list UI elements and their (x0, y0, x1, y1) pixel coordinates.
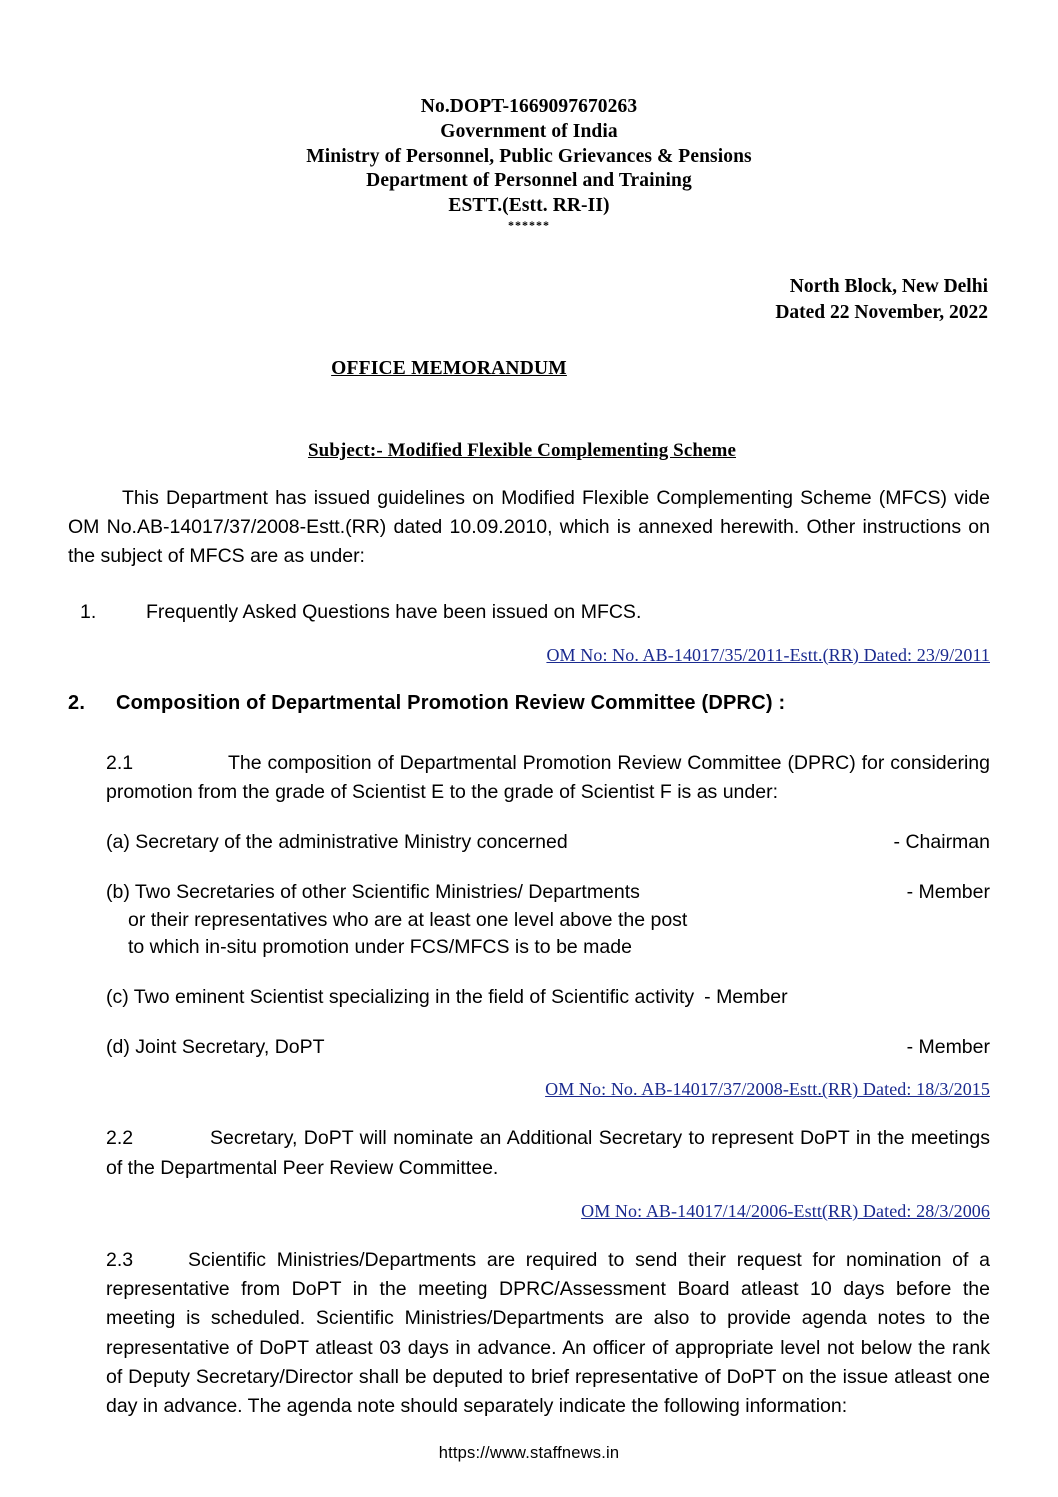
list-item (68, 984, 990, 1012)
subject-line (68, 440, 990, 462)
clause-2-number: 2. (68, 691, 86, 714)
member-a-role: - Chairman (893, 831, 990, 854)
clause-2-heading: Composition of Departmental Promotion Review Committee (DPRC) : (116, 691, 786, 714)
member-d-role: - Member (906, 1035, 990, 1058)
clause-2-1-text: The composition of Departmental Promotion Review Committee (DPRC) for considering promotion from the grade of Scientist E to the grade of Scientist F is as under: (106, 751, 990, 804)
clause-2-2 (68, 1124, 990, 1183)
member-b-continuation-2: to which in-situ promotion under FCS/MFCS is to be made (128, 936, 632, 959)
member-c-role: - Member (704, 986, 788, 1009)
list-item (68, 1034, 990, 1062)
list-item (68, 829, 990, 857)
page-title (68, 358, 990, 380)
clause-2 (68, 692, 990, 715)
clause-2-3-number: 2.3 (106, 1248, 134, 1271)
page-footer: https://www.staffnews.in (438, 1444, 620, 1462)
clause-1-reference-text: OM No: No. AB-14017/35/2011-Estt.(RR) Dated: 23/9/2011 (546, 644, 990, 665)
member-c-label: (c) Two eminent Scientist specializing in the field of Scientific activity (106, 986, 695, 1009)
clause-1-reference (68, 645, 990, 666)
clause-2-1 (68, 749, 990, 808)
clause-2-1-reference (68, 1079, 990, 1100)
member-b-role: - Member (906, 880, 990, 903)
clause-2-2-number: 2.2 (106, 1127, 134, 1150)
letterhead (68, 95, 990, 232)
ministry-line: Ministry of Personnel, Public Grievances & Pensions (306, 145, 752, 167)
clause-2-2-text: Secretary, DoPT will nominate an Additional Secretary to represent DoPT in the meetings of the Departmental Peer Review Committee. (106, 1127, 990, 1179)
file-number: No.DOPT-1669097670263 (420, 96, 638, 117)
clause-2-3-text: Scientific Ministries/Departments are required to send their request for nomination of a representative from DoPT in the meeting DPRC/Assessment Board atleast 10 days before the meeting is scheduled. Scientific Ministries/Departments are also to provide agenda notes to the representative of DoPT atleast 03 days in advance. An officer of appropriate level not below the rank of Deputy Secretary/Director shall be deputed to brief representative of DoPT on the issue atleast one day in advance. The agenda note should separately indicate the following information: (106, 1248, 990, 1418)
member-a-label: (a) Secretary of the administrative Ministry concerned (106, 831, 568, 854)
subject-text: Subject:- Modified Flexible Complementing Scheme (307, 439, 737, 461)
clause-2-3 (68, 1246, 990, 1422)
intro-paragraph: This Department has issued guidelines on Modified Flexible Complementing Scheme (MFCS) vide OM No.AB-14017/37/2008-Estt.(RR) dated 10.09.2010, which is annexed herewith. Other instructions on the subject of MFCS are as under: (68, 486, 990, 568)
issue-location: North Block, New Delhi (789, 275, 988, 297)
member-b-continuation-1: or their representatives who are at least one level above the post (128, 908, 688, 931)
department-line: Department of Personnel and Training (366, 170, 692, 192)
om-title-text: OFFICE MEMORANDUM (331, 357, 567, 379)
star-divider: ****** (508, 217, 550, 232)
clause-2-2-reference-text: OM No: AB-14017/14/2006-Estt(RR) Dated: 28/3/2006 (581, 1200, 990, 1221)
clause-1-text: Frequently Asked Questions have been issued on MFCS. (146, 600, 642, 623)
clause-2-1-number: 2.1 (106, 751, 134, 774)
issue-date: Dated 22 November, 2022 (775, 301, 988, 323)
member-b-label: (b) Two Secretaries of other Scientific Ministries/ Departments (106, 880, 640, 903)
member-d-label: (d) Joint Secretary, DoPT (106, 1035, 325, 1058)
government-line: Government of India (440, 120, 618, 142)
section-line: ESTT.(Estt. RR-II) (448, 195, 610, 216)
clause-1-number: 1. (80, 600, 97, 623)
place-date-block (68, 274, 990, 326)
clause-2-2-reference (68, 1201, 990, 1222)
list-item (68, 879, 990, 962)
clause-1 (68, 598, 990, 627)
clause-2-1-reference-text: OM No: No. AB-14017/37/2008-Estt.(RR) Dated: 18/3/2015 (545, 1079, 990, 1100)
